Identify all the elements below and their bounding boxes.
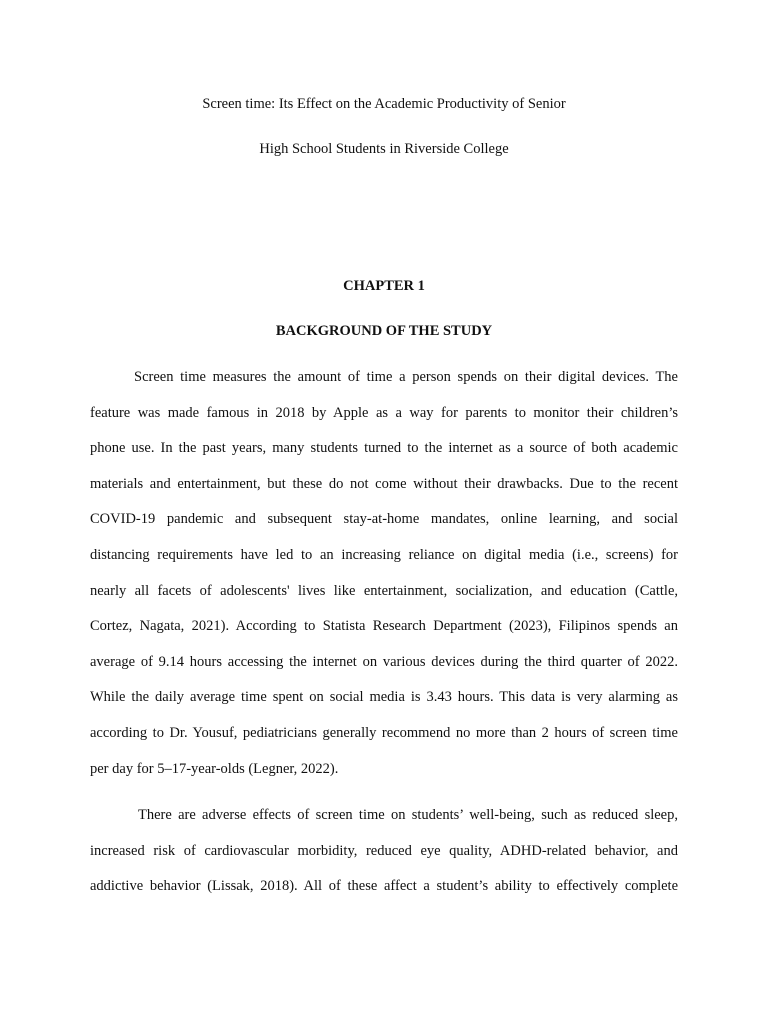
paragraph-line: While the daily average time spent on social media is 3.43 hours. This data is very alarming as: [90, 689, 678, 706]
paragraph-line: feature was made famous in 2018 by Apple as a way for parents to monitor their children’s: [90, 404, 678, 421]
paragraph-2: [90, 798, 678, 905]
paragraph-1: [90, 360, 678, 787]
paragraph-line: addictive behavior (Lissak, 2018). All of these affect a student’s ability to effectively complete: [90, 878, 678, 895]
paragraph-line: according to Dr. Yousuf, pediatricians generally recommend no more than 2 hours of screen time: [90, 724, 678, 741]
paragraph-line: distancing requirements have led to an increasing reliance on digital media (i.e., screens) for: [90, 546, 678, 563]
paragraph-line: Cortez, Nagata, 2021). According to Statista Research Department (2023), Filipinos spends an: [90, 618, 678, 635]
paragraph-line: phone use. In the past years, many students turned to the internet as a source of both academic: [90, 440, 678, 457]
paragraph-line: increased risk of cardiovascular morbidity, reduced eye quality, ADHD-related behavior, and: [90, 842, 678, 859]
document-title-line-1: Screen time: Its Effect on the Academic Productivity of Senior: [202, 96, 566, 112]
paragraph-line: COVID-19 pandemic and subsequent stay-at-home mandates, online learning, and social: [90, 511, 678, 528]
chapter-heading: CHAPTER 1: [343, 278, 425, 294]
document-title-line-2: High School Students in Riverside College: [259, 141, 509, 157]
paragraph-line: average of 9.14 hours accessing the internet on various devices during the third quarter of 2022.: [90, 653, 678, 670]
paragraph-line: per day for 5–17-year-olds (Legner, 2022).: [90, 760, 339, 777]
paragraph-line: nearly all facets of adolescents' lives like entertainment, socialization, and education (Cattle,: [90, 582, 678, 599]
paragraph-line: There are adverse effects of screen time on students’ well-being, such as reduced sleep,: [138, 807, 678, 823]
paragraph-line: materials and entertainment, but these do not come without their drawbacks. Due to the recent: [90, 475, 678, 492]
paragraph-line: Screen time measures the amount of time a person spends on their digital devices. The: [134, 369, 678, 385]
section-heading: BACKGROUND OF THE STUDY: [275, 323, 493, 339]
